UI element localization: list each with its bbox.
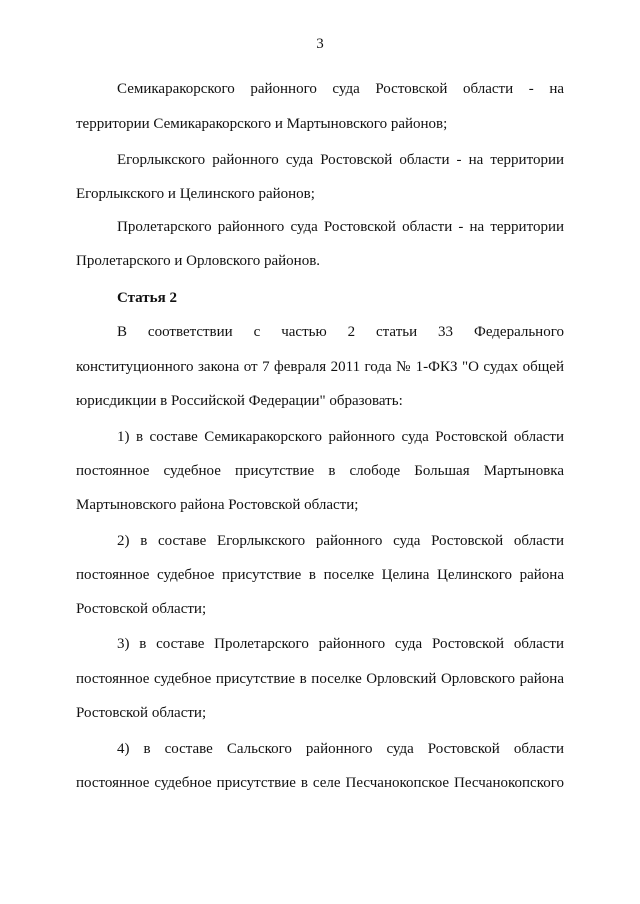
text-line: постоянное судебное присутствие в селе Песчанокопское Песчанокопского	[76, 775, 564, 791]
text-line: 3) в составе Пролетарского районного суда Ростовской области	[117, 636, 564, 652]
text-line: Пролетарского районного суда Ростовской области - на территории	[117, 219, 564, 235]
text-line: В соответствии с частью 2 статьи 33 Федерального	[117, 324, 564, 340]
text-line: постоянное судебное присутствие в слободе Большая Мартыновка	[76, 463, 564, 479]
text-line: Егорлыкского и Целинского районов;	[76, 186, 315, 202]
text-line: 2) в составе Егорлыкского районного суда Ростовской области	[117, 533, 564, 549]
text-line: постоянное судебное присутствие в поселке Орловский Орловского района	[76, 671, 564, 687]
text-line: территории Семикаракорского и Мартыновского районов;	[76, 116, 448, 132]
text-line: Ростовской области;	[76, 705, 207, 721]
text-line: Пролетарского и Орловского районов.	[76, 253, 321, 269]
text-line: Мартыновского района Ростовской области;	[76, 497, 359, 513]
text-line: Егорлыкского районного суда Ростовской области - на территории	[117, 152, 564, 168]
text-line: 1) в составе Семикаракорского районного суда Ростовской области	[117, 429, 564, 445]
text-line: Ростовской области;	[76, 601, 207, 617]
text-line: конституционного закона от 7 февраля 2011 года № 1-ФКЗ "О судах общей	[76, 359, 564, 375]
text-line: юрисдикции в Российской Федерации" образовать:	[76, 393, 403, 409]
text-line: 4) в составе Сальского районного суда Ростовской области	[117, 741, 564, 757]
article-heading: Статья 2	[117, 290, 177, 306]
page-number: 3	[316, 36, 324, 52]
text-line: постоянное судебное присутствие в поселке Целина Целинского района	[76, 567, 564, 583]
text-line: Семикаракорского районного суда Ростовской области - на	[117, 81, 564, 97]
